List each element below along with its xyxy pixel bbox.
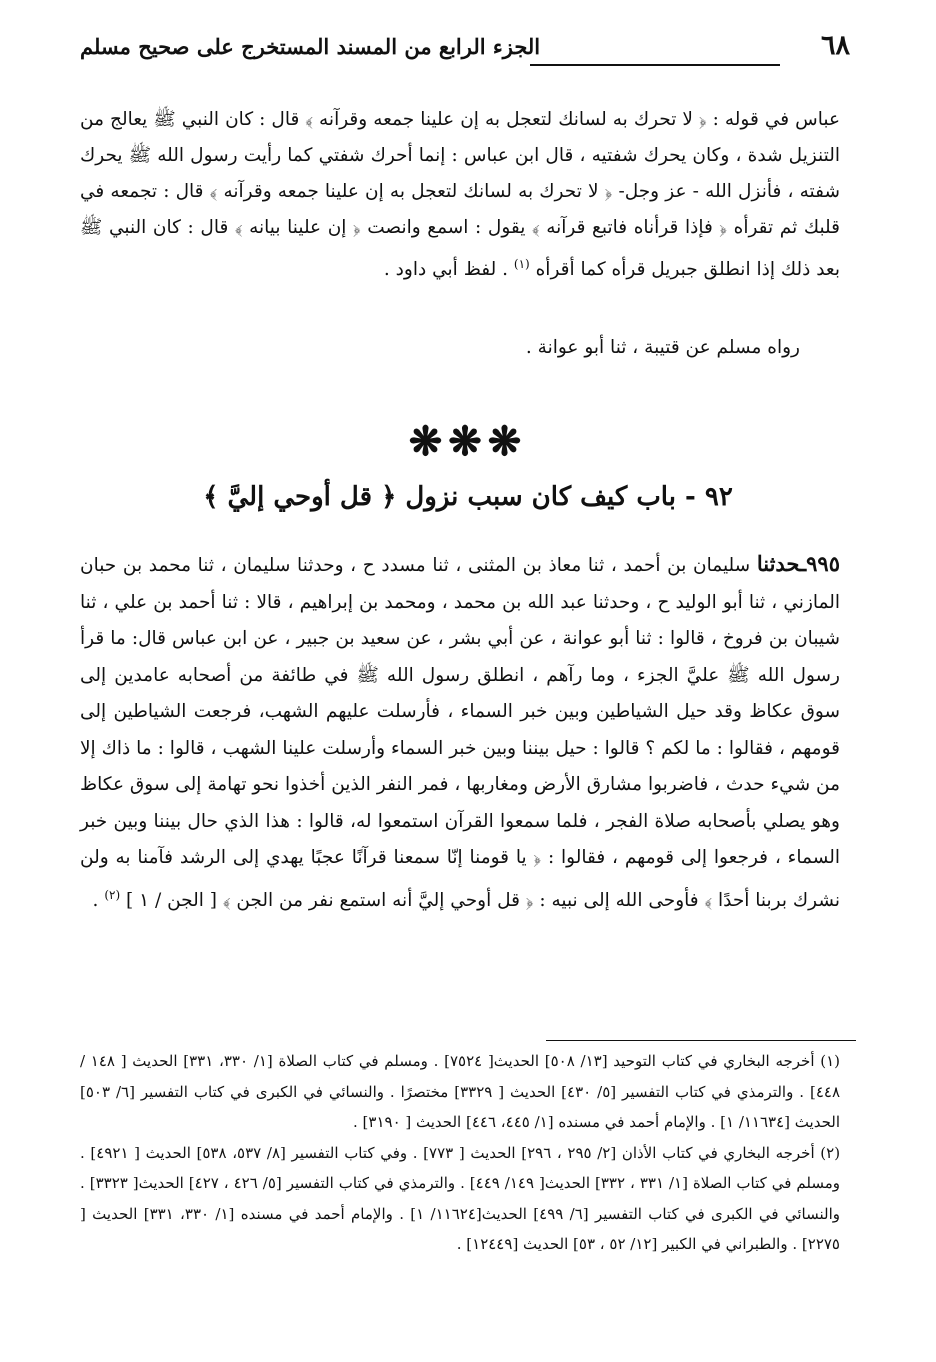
hadith-block (80, 546, 840, 919)
page-number: ٦٨ (820, 30, 850, 61)
footnote-ref-2: (٢) (104, 887, 121, 902)
hadith-keyword: ـحدثنا (756, 551, 807, 576)
paragraph-end: . لفظ أبي داود . (383, 259, 514, 281)
continued-paragraph (80, 102, 840, 288)
hadith-text: سليمان بن أحمد ، ثنا معاذ بن المثنى ، ثنا مسدد ح ، وحدثنا سليمان ، ثنا محمد بن حبان المازني ، ثنا أبو الوليد ح ، وحدثنا عبد الله بن محمد ، ومحمد بن إبراهيم ، قالا : ثنا أحمد بن علي ، ثنا شيبان بن فروخ ، قالوا : ثنا أبو عوانة ، عن أبي بشر ، عن سعيد بن جبير ، عن ابن عباس قال: ما قرأ رسول الله ﷺ عليَّ الجزء ، وما رآهم ، انطلق رسول الله ﷺ في طائفة من أصحابه عامدين إلى سوق عكاظ وقد حيل الشياطين وبين خبر السماء ، فأرسلت عليهم الشهب، فرجعت الشياطين إلى قومهم ، فقالوا : ما لكم ؟ قالوا : حيل بيننا وبين خبر السماء وأرسلت علينا الشهب ، قالوا : ما ذاك إلا من شيء حدث ، فاضربوا مشارق الأرض ومغاربها ، فمر النفر الذين أخذوا نحو تهامة إلى سوق عكاظ وهو يصلي بأصحابه صلاة الفجر ، فلما سمعوا القرآن استمعوا له، قالوا : هذا الذي حال بيننا وبين خبر السماء ، فرجعوا إلى قومهم ، فقالوا : ﴿ يا قومنا إنّا سمعنا قرآنًا عجبًا يهدي إلى الرشد فآمنا به ولن نشرك بربنا أحدًا ﴾ فأوحى الله إلى نبيه : ﴿ قل أوحي إليَّ أنه استمع نفر من الجن ﴾ [ الجن / ١ ] (80, 555, 840, 911)
hadith-number: ٩٩٥ (806, 551, 840, 576)
header-rule (530, 64, 780, 66)
narration-line: رواه مسلم عن قتيبة ، ثنا أبو عوانة . (525, 337, 800, 358)
footnote-1: (١) أخرجه البخاري في كتاب التوحيد [١٣/ ٥٠٨] الحديث[ ٧٥٢٤] . ومسلم في كتاب الصلاة [١/ ٣٣٠، ٣٣١] الحديث [ ١٤٨ /٤٤٨] . والترمذي في كتاب التفسير [٥/ ٤٣٠] الحديث [ ٣٣٢٩] مختصرًا . والنسائي في الكبرى في كتاب التفسير [٦/ ٥٠٣] الحديث [١١٦٣٤/ ١] . والإمام أحمد في مسنده [١/ ٤٤٥، ٤٤٦] الحديث [ ٣١٩٠] . (80, 1052, 841, 1131)
footnote-ref-1: (١) (513, 257, 530, 271)
footnotes (80, 1046, 840, 1260)
footnote-rule (546, 1040, 856, 1041)
section-separator: ❋❋❋ (408, 418, 528, 465)
hadith-end: . (92, 889, 105, 911)
page-header (80, 24, 850, 72)
paragraph-text: عباس في قوله : ﴿ لا تحرك به لسانك لتعجل به إن علينا جمعه وقرآنه ﴾ قال : كان النبي ﷺ يعالج من التنزيل شدة ، وكان يحرك شفتيه ، قال ابن عباس : إنما أحرك شفتي كما رأيت رسول الله ﷺ يحرك شفته ، فأنزل الله - عز وجل- ﴿ لا تحرك به لسانك لتعجل به إن علينا جمعه وقرآنه ﴾ قال : تجمعه في قلبك ثم تقرأه ﴿ فإذا قرأناه فاتبع قرآنه ﴾ يقول : اسمع وانصت ﴿ إن علينا بيانه ﴾ قال : كان النبي ﷺ بعد ذلك إذا انطلق جبريل قرأه كما أقرأه (80, 109, 840, 281)
chapter-title: ٩٢ - باب كيف كان سبب نزول ﴿ قل أوحي إليَّ ﴾ (203, 482, 733, 512)
running-title: الجزء الرابع من المسند المستخرج على صحيح مسلم (80, 34, 541, 59)
footnote-2: (٢) أخرجه البخاري في كتاب الأذان [٢/ ٢٩٥ ، ٢٩٦] الحديث [ ٧٧٣] . وفي كتاب التفسير [٨/ ٥٣٧، ٥٣٨] الحديث [ ٤٩٢١] . ومسلم في كتاب الصلاة [١/ ٣٣١ ، ٣٣٢] الحديث[ ١٤٩/ ٤٤٩] . والترمذي في كتاب التفسير [٥/ ٤٢٦ ، ٤٢٧] الحديث[ ٣٣٢٣] . والنسائي في الكبرى في كتاب التفسير [٦/ ٤٩٩] الحديث[١١٦٢٤/ ١] . والإمام أحمد في مسنده [١/ ٣٣٠، ٣٣١] الحديث [ ٢٢٧٥] . والطبراني في الكبير [١٢/ ٥٢ ، ٥٣] الحديث [١٢٤٤٩] . (80, 1143, 841, 1253)
